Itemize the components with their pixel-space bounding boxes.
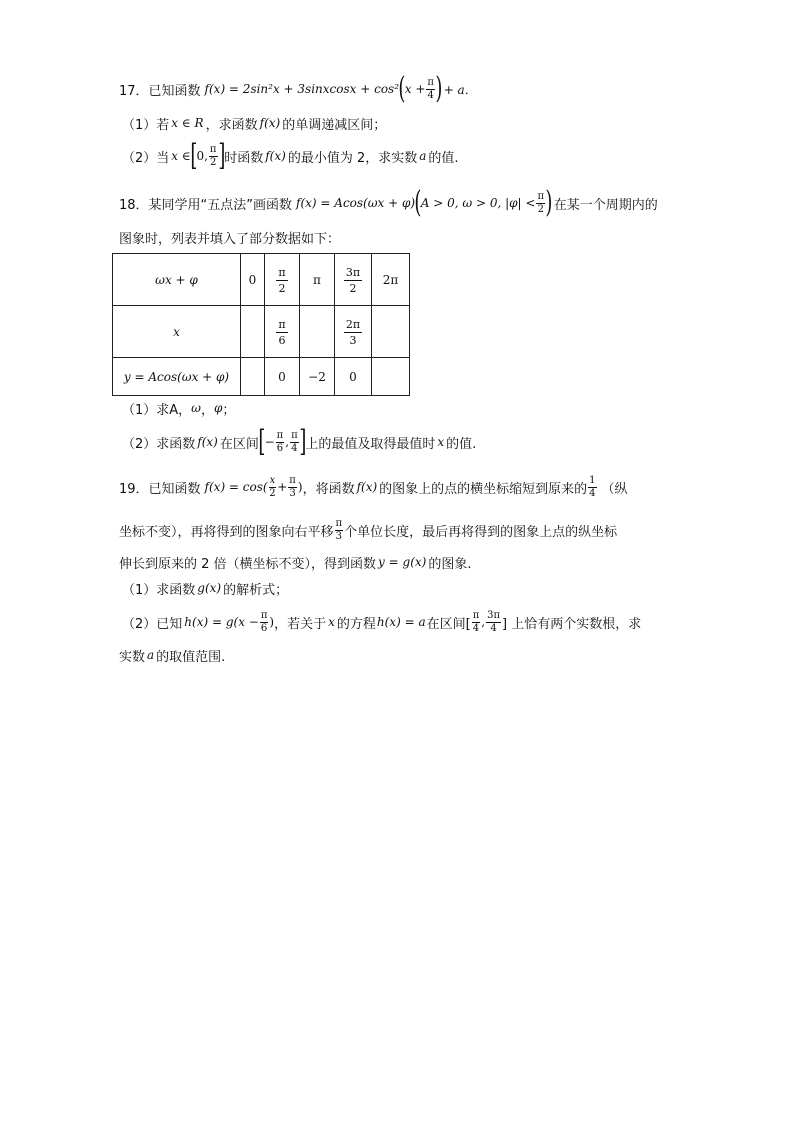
q19-frac-shift-den: 3 bbox=[335, 530, 342, 542]
q17-stem bbox=[119, 72, 477, 106]
q19-fx: f(x) bbox=[356, 480, 378, 494]
q19-p2-frac-num: π bbox=[260, 609, 268, 621]
q18-p1-phi: φ bbox=[213, 401, 223, 415]
q17-p2-rbracket: ] bbox=[217, 138, 225, 173]
table-cell bbox=[265, 254, 300, 306]
q17-p1-prefix: （1）若 bbox=[122, 117, 170, 133]
q19-p2-frac-ia bbox=[472, 611, 481, 634]
q17-p2-fx: f(x) bbox=[265, 149, 286, 163]
q19-p2-frac-den: 6 bbox=[260, 622, 268, 634]
q17-p2-mid: 时函数 bbox=[224, 150, 264, 166]
q19-line2 bbox=[119, 513, 617, 547]
cell-den: 6 bbox=[278, 334, 286, 347]
q19-stem-mid: ，将函数 bbox=[302, 481, 355, 497]
q17-right-paren: ) bbox=[435, 71, 443, 106]
table-cell: 0 bbox=[241, 254, 265, 306]
q19-last-a: 实数 bbox=[119, 649, 146, 665]
q19-p2-frac-ib bbox=[486, 611, 501, 634]
q19-prefix: 19．已知函数 bbox=[119, 481, 201, 497]
q19-p2-ib-num: 3π bbox=[487, 609, 501, 621]
q19-last-line bbox=[119, 645, 225, 665]
q18-p2-frac-a bbox=[276, 431, 285, 454]
q18-cond: A > 0, ω > 0, |φ| < bbox=[420, 196, 536, 210]
q17-left-paren: ( bbox=[398, 71, 406, 106]
q17-p2-frac bbox=[209, 145, 218, 168]
q19-frac-x2-den: 2 bbox=[269, 487, 276, 499]
table-cell bbox=[300, 306, 335, 358]
table-cell: −2 bbox=[300, 358, 335, 396]
q17-p1-suffix: ，求函数 bbox=[205, 117, 258, 133]
q19-p2-ia-den: 4 bbox=[472, 622, 480, 634]
q19-frac-x2-num: x bbox=[269, 474, 276, 486]
q19-part1 bbox=[122, 578, 288, 598]
q18-p1-omega: ω bbox=[191, 401, 201, 415]
q17-p2-int-a: 0, bbox=[196, 149, 208, 163]
q17-p2-lbracket: [ bbox=[190, 138, 198, 173]
q19-line3-f: y = g(x) bbox=[378, 555, 427, 569]
q17-frac-pi4 bbox=[426, 78, 435, 101]
q19-p2-mid: ，若关于 bbox=[274, 616, 327, 632]
q18-cond-frac bbox=[536, 192, 545, 215]
q18-line2: 图象时，列表并填入了部分数据如下： bbox=[119, 231, 341, 247]
q19-line2-a: 坐标不变），再将得到的图象向右平移 bbox=[119, 524, 334, 540]
q19-p1-prefix: （1）求函数 bbox=[122, 582, 196, 598]
table-cell bbox=[241, 306, 265, 358]
q18-p2-fx: f(x) bbox=[197, 435, 218, 449]
q17-part2 bbox=[122, 139, 459, 173]
q17-p1-fx: f(x) bbox=[259, 116, 281, 130]
q17-p2-prefix: （2）当 bbox=[122, 150, 170, 166]
q18-p2-frac-b bbox=[290, 431, 299, 454]
q18-p1-sep: ， bbox=[200, 402, 214, 418]
cell-num: 2π bbox=[345, 318, 361, 331]
q19-p2-x: x bbox=[328, 615, 335, 629]
q17-p2-a: a bbox=[419, 149, 427, 163]
q18-stem-line2 bbox=[119, 227, 340, 247]
five-point-table bbox=[112, 253, 410, 396]
table-cell bbox=[241, 358, 265, 396]
q19-p2-frac-pi6 bbox=[260, 611, 269, 634]
table-cell bbox=[372, 306, 410, 358]
q18-left-paren: ( bbox=[414, 185, 422, 220]
q18-p2-mid: 在区间 bbox=[219, 436, 259, 452]
q18-p2-rbracket: ] bbox=[298, 424, 307, 459]
q17-p2-frac-den: 2 bbox=[210, 156, 217, 168]
q18-formula: f(x) = Acos(ωx + φ) bbox=[296, 196, 416, 210]
table-cell: 0 bbox=[265, 358, 300, 396]
q18-p2-frac-a-den: 6 bbox=[276, 442, 284, 454]
q17-p2-tail: 的最小值为 2，求实数 bbox=[287, 150, 418, 166]
table-row bbox=[113, 358, 410, 396]
q18-right-paren: ) bbox=[545, 185, 553, 220]
q18-p2-x: x bbox=[437, 435, 445, 449]
q18-part2: （2）求函数 f(x) 在区间 [ − $\frac{\pi}{6}$ , $\frac{\pi}{4}$ ] 上的最值及取得最值时 x 的值. bbox=[122, 424, 477, 459]
q17-formula: f(x) = 2sin²x + 3sinxcosx + cos² bbox=[204, 82, 400, 96]
q19-p2-prefix: （2）已知 bbox=[122, 616, 183, 632]
table-row bbox=[113, 306, 410, 358]
q17-p2-frac-num: π bbox=[209, 143, 217, 155]
q18-cond-den: 2 bbox=[537, 203, 544, 215]
cell-num: π bbox=[278, 318, 286, 331]
q19-p2-tail: ] 上恰有两个实数根，求 bbox=[502, 616, 642, 632]
q19-frac-pi3 bbox=[288, 476, 297, 499]
cell-den: 2 bbox=[349, 282, 357, 295]
q19-frac-quarter bbox=[588, 476, 596, 499]
cell-den: 3 bbox=[349, 334, 357, 347]
q19-p1-g: g(x) bbox=[197, 581, 222, 595]
q18-stem bbox=[119, 186, 658, 220]
q19-stem-end: （纵 bbox=[601, 481, 628, 497]
table-head-phase: ωx + φ bbox=[113, 254, 241, 306]
q19-frac-quarter-den: 4 bbox=[589, 487, 596, 499]
q19-frac-shift bbox=[335, 519, 344, 542]
q19-frac-pi3-den: 3 bbox=[289, 487, 296, 499]
q18-suffix: 在某一个周期内的 bbox=[553, 197, 658, 213]
q18-p1-end: ； bbox=[222, 402, 236, 418]
q18-p2-prefix: （2）求函数 bbox=[122, 436, 196, 452]
cell-den: 2 bbox=[278, 282, 286, 295]
cell-num: π bbox=[278, 266, 286, 279]
q19-line3-a: 伸长到原来的 2 倍（横坐标不变），得到函数 bbox=[119, 556, 377, 572]
q18-p2-end: 的值. bbox=[446, 436, 477, 452]
q17-p1-tail: 的单调递减区间； bbox=[282, 117, 387, 133]
q18-p2-lbracket: [ bbox=[258, 424, 266, 459]
q19-formula-a: f(x) = cos( bbox=[204, 480, 268, 494]
q19-p2-ia-num: π bbox=[472, 609, 480, 621]
q17-paren-inner: x + bbox=[404, 82, 426, 96]
q19-p2-close: ) bbox=[269, 615, 275, 629]
q18-p1-text: （1）求A， bbox=[122, 402, 192, 418]
q19-line3-b: 的图象. bbox=[428, 556, 472, 572]
table-cell bbox=[335, 254, 372, 306]
q19-line3 bbox=[119, 552, 471, 572]
q19-stem-tail: 的图象上的点的横坐标缩短到原来的 bbox=[379, 481, 588, 497]
q17-p2-end: 的值. bbox=[428, 150, 459, 166]
table-head-x: x bbox=[113, 306, 241, 358]
table-cell bbox=[265, 306, 300, 358]
q17-p1-set: x ∈ R bbox=[171, 116, 204, 130]
q17-frac-den: 4 bbox=[427, 89, 434, 101]
q19-line2-b: 个单位长度，最后再将得到的图象上点的纵坐标 bbox=[344, 524, 618, 540]
q19-p2-ib-den: 4 bbox=[490, 622, 497, 634]
table-head-y: y = Acos(ωx + φ) bbox=[113, 358, 241, 396]
q19-frac-x2 bbox=[269, 476, 277, 499]
table-cell: 0 bbox=[335, 358, 372, 396]
q18-p2-frac-b-num: π bbox=[291, 429, 298, 441]
q19-last-var: a bbox=[147, 648, 155, 662]
q17-p2-xin: x ∈ bbox=[171, 149, 191, 163]
table-row bbox=[113, 254, 410, 306]
q19-frac-shift-num: π bbox=[335, 517, 343, 529]
q19-last-b: 的取值范围. bbox=[156, 649, 226, 665]
q18-p2-tail: 上的最值及取得最值时 bbox=[305, 436, 436, 452]
table-cell bbox=[372, 358, 410, 396]
q18-p2-neg: − bbox=[264, 435, 275, 449]
q18-part1 bbox=[122, 398, 235, 418]
q19-frac-pi3-num: π bbox=[289, 474, 296, 486]
q19-frac-quarter-num: 1 bbox=[589, 474, 596, 486]
q17-part1 bbox=[122, 112, 386, 134]
q19-p2-eq: h(x) = a bbox=[376, 615, 426, 629]
cell-num: 3π bbox=[345, 266, 361, 279]
q17-prefix: 17．已知函数 bbox=[119, 83, 201, 99]
q18-p2-frac-b-den: 4 bbox=[291, 442, 298, 454]
q19-close: ) bbox=[297, 480, 303, 494]
q18-cond-num: π bbox=[537, 190, 545, 202]
q19-p2-mid3: 在区间[ bbox=[426, 616, 471, 632]
q17-suffix: + a． bbox=[443, 82, 477, 97]
q19-part2 bbox=[122, 605, 641, 639]
q19-stem bbox=[119, 470, 628, 504]
table-cell: 2π bbox=[372, 254, 410, 306]
table-cell: π bbox=[300, 254, 335, 306]
q17-frac-num: π bbox=[427, 76, 434, 88]
q19-p2-comma: , bbox=[481, 615, 486, 629]
table-cell bbox=[335, 306, 372, 358]
q18-prefix: 18．某同学用“五点法”画函数 bbox=[119, 197, 293, 213]
q19-plus: + bbox=[277, 480, 288, 494]
q19-p1-tail: 的解析式； bbox=[223, 582, 289, 598]
q19-p2-mid2: 的方程 bbox=[336, 616, 376, 632]
q19-p2-h: h(x) = g(x − bbox=[184, 615, 259, 629]
q18-p2-frac-a-num: π bbox=[276, 429, 284, 441]
